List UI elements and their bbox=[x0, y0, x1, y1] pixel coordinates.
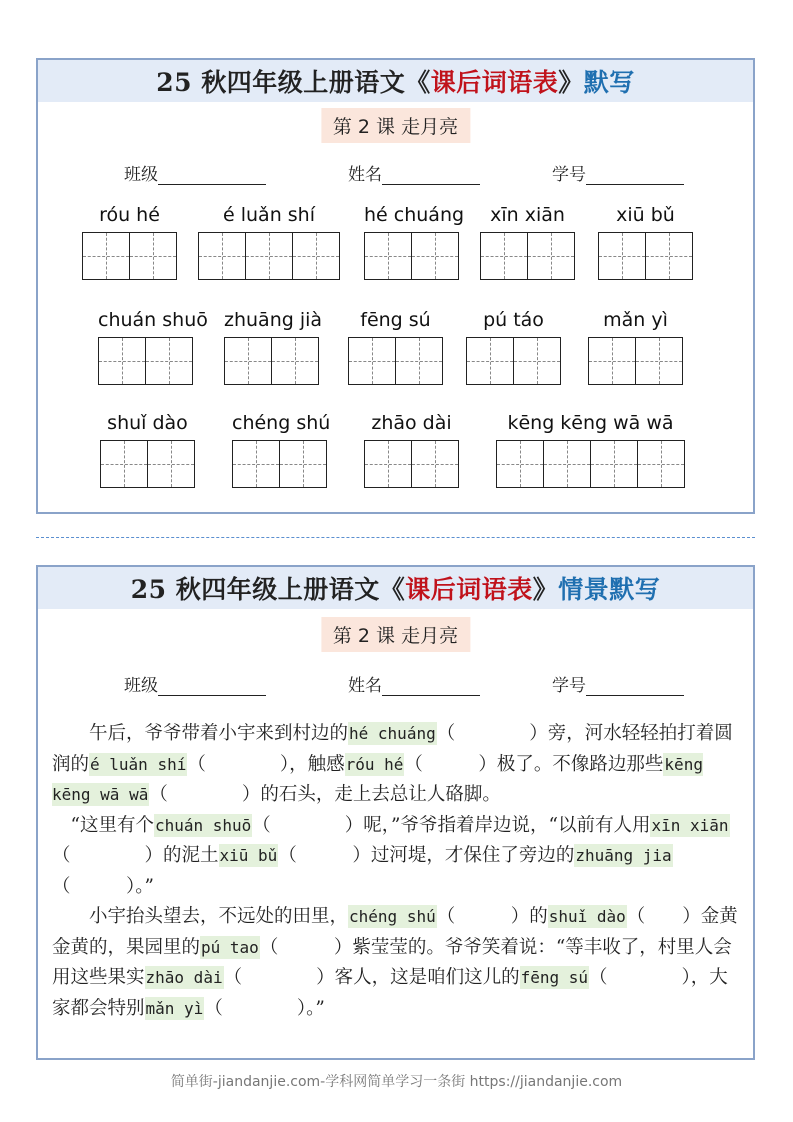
id-label: 学号 bbox=[552, 165, 586, 185]
story-text-run: （ ），触感 bbox=[187, 753, 345, 775]
writing-grid[interactable] bbox=[364, 232, 459, 280]
word-pinyin: fēng sú bbox=[360, 309, 431, 331]
tianzige-cell[interactable] bbox=[635, 337, 683, 385]
writing-grid[interactable] bbox=[82, 232, 177, 280]
tianzige-cell[interactable] bbox=[232, 440, 280, 488]
tianzige-cell[interactable] bbox=[411, 232, 459, 280]
tianzige-cell[interactable] bbox=[364, 232, 412, 280]
context-card bbox=[36, 565, 755, 1060]
story-text-run: （ ）客人，这是咱们这儿的 bbox=[223, 967, 520, 988]
word-pinyin: róu hé bbox=[99, 204, 160, 226]
word-pinyin: xīn xiān bbox=[490, 204, 565, 226]
pinyin-prompt: xīn xiān bbox=[651, 815, 729, 835]
story-text-run: （ ）金黄金黄的，果园里的 bbox=[52, 906, 738, 958]
lesson-label: 第 2 课 走月亮 bbox=[321, 617, 470, 652]
word-pinyin: kēng kēng wā wā bbox=[507, 412, 674, 434]
cut-line bbox=[36, 537, 755, 538]
tianzige-cell[interactable] bbox=[466, 337, 514, 385]
word-pinyin: zhāo dài bbox=[371, 412, 452, 434]
name-line[interactable] bbox=[382, 677, 480, 696]
tianzige-cell[interactable] bbox=[100, 440, 148, 488]
writing-grid[interactable] bbox=[100, 440, 195, 488]
class-label: 班级 bbox=[124, 165, 158, 185]
tianzige-cell[interactable] bbox=[543, 440, 591, 488]
class-label: 班级 bbox=[124, 676, 158, 696]
word-pinyin: é luǎn shí bbox=[223, 204, 315, 226]
story-text-run: （ ）极了。不像路边那些 bbox=[404, 753, 664, 775]
name-line[interactable] bbox=[382, 166, 480, 185]
name-label: 姓名 bbox=[348, 165, 382, 185]
writing-grid[interactable] bbox=[198, 232, 340, 280]
id-line[interactable] bbox=[586, 166, 684, 185]
word-pinyin: mǎn yì bbox=[603, 309, 668, 331]
title-prefix: 25 秋四年级上册语文《 bbox=[130, 575, 406, 604]
tianzige-cell[interactable] bbox=[98, 337, 146, 385]
tianzige-cell[interactable] bbox=[82, 232, 130, 280]
pinyin-prompt: mǎn yì bbox=[145, 998, 204, 1018]
story-text-run: （ ）。” bbox=[52, 875, 154, 897]
title-highlight: 课后词语表 bbox=[405, 575, 533, 604]
pinyin-prompt: zhuāng jia bbox=[575, 846, 672, 865]
writing-grid[interactable] bbox=[480, 232, 575, 280]
tianzige-cell[interactable] bbox=[588, 337, 636, 385]
class-field[interactable] bbox=[124, 160, 266, 185]
tianzige-cell[interactable] bbox=[645, 232, 693, 280]
pinyin-prompt: róu hé bbox=[345, 754, 404, 774]
tianzige-cell[interactable] bbox=[198, 232, 246, 280]
pinyin-prompt: chuán shuō bbox=[154, 815, 252, 835]
writing-grid[interactable] bbox=[364, 440, 459, 488]
story-text bbox=[52, 719, 742, 1024]
name-label: 姓名 bbox=[348, 676, 382, 696]
tianzige-cell[interactable] bbox=[598, 232, 646, 280]
pinyin-prompt: xiū bǔ bbox=[219, 846, 278, 865]
pinyin-prompt: fēng sú bbox=[520, 968, 589, 987]
tianzige-cell[interactable] bbox=[513, 337, 561, 385]
pinyin-prompt: zhāo dài bbox=[145, 968, 223, 987]
story-paragraph bbox=[52, 902, 742, 1024]
word-pinyin: shuǐ dào bbox=[107, 412, 188, 434]
tianzige-cell[interactable] bbox=[395, 337, 443, 385]
pinyin-prompt: é luǎn shí bbox=[90, 754, 187, 774]
story-text-run: （ ）的泥土 bbox=[52, 845, 219, 866]
story-text-run: （ ）的石头，走上去总让人硌脚。 bbox=[149, 784, 501, 805]
tianzige-cell[interactable] bbox=[480, 232, 528, 280]
tianzige-cell[interactable] bbox=[348, 337, 396, 385]
story-text-run: （ ）旁，河水轻轻拍打着圆润的 bbox=[52, 723, 733, 775]
story-text-run: 午后，爷爷带着小宇来到村边的 bbox=[52, 723, 349, 744]
tianzige-cell[interactable] bbox=[364, 440, 412, 488]
story-text-run: （ ）呢，”爷爷指着岸边说，“以前有人用 bbox=[252, 814, 651, 836]
tianzige-cell[interactable] bbox=[129, 232, 177, 280]
title-prefix: 25 秋四年级上册语文《 bbox=[156, 68, 431, 97]
story-paragraph bbox=[52, 719, 742, 811]
story-paragraph bbox=[52, 811, 742, 903]
class-field[interactable] bbox=[124, 671, 266, 696]
pinyin-prompt: hé chuáng bbox=[349, 724, 436, 743]
pinyin-prompt: shuǐ dào bbox=[548, 907, 626, 926]
pinyin-prompt: kēng kēng wā wā bbox=[52, 754, 703, 804]
writing-grid[interactable] bbox=[496, 440, 685, 488]
pinyin-prompt: chéng shú bbox=[349, 907, 436, 926]
id-field[interactable] bbox=[552, 671, 684, 696]
story-text-run: （ ）的 bbox=[436, 906, 548, 927]
id-label: 学号 bbox=[552, 676, 586, 696]
lesson-label: 第 2 课 走月亮 bbox=[321, 108, 470, 143]
class-line[interactable] bbox=[158, 166, 266, 185]
tianzige-cell[interactable] bbox=[147, 440, 195, 488]
tianzige-cell[interactable] bbox=[145, 337, 193, 385]
story-text-run: （ ）紫莹莹的。爷爷笑着说：“等丰收了，村里人会用这些果实 bbox=[52, 936, 732, 988]
story-text-run: （ ）过河堤，才保住了旁边的 bbox=[278, 845, 575, 866]
card-title bbox=[38, 567, 753, 609]
writing-grid[interactable] bbox=[348, 337, 443, 385]
word-pinyin: chéng shú bbox=[232, 412, 331, 434]
tianzige-cell[interactable] bbox=[527, 232, 575, 280]
class-line[interactable] bbox=[158, 677, 266, 696]
card-title bbox=[38, 60, 753, 102]
dictation-card bbox=[36, 58, 755, 514]
id-line[interactable] bbox=[586, 677, 684, 696]
page-footer: 简单街-jiandanjie.com-学科网简单学习一条街 https://jiandanjie.com bbox=[170, 1074, 623, 1090]
pinyin-prompt: pú tao bbox=[201, 937, 259, 957]
word-pinyin: chuán shuō bbox=[98, 309, 208, 331]
title-tail: 默写 bbox=[583, 68, 635, 97]
story-text-run: 小宇抬头望去，不远处的田里， bbox=[52, 906, 349, 927]
name-field[interactable] bbox=[348, 671, 480, 696]
id-field[interactable] bbox=[552, 160, 684, 185]
writing-grid[interactable] bbox=[588, 337, 683, 385]
story-text-run: “这里有个 bbox=[52, 814, 154, 836]
title-bracket: 》 bbox=[558, 68, 584, 97]
tianzige-cell[interactable] bbox=[496, 440, 544, 488]
title-tail: 情景默写 bbox=[558, 575, 661, 604]
tianzige-cell[interactable] bbox=[590, 440, 638, 488]
word-pinyin: zhuāng jià bbox=[224, 309, 323, 331]
writing-grid[interactable] bbox=[224, 337, 319, 385]
tianzige-cell[interactable] bbox=[245, 232, 293, 280]
tianzige-cell[interactable] bbox=[292, 232, 340, 280]
word-pinyin: hé chuáng bbox=[364, 204, 465, 226]
tianzige-cell[interactable] bbox=[411, 440, 459, 488]
story-text-run: （ ）。” bbox=[204, 997, 325, 1019]
tianzige-cell[interactable] bbox=[637, 440, 685, 488]
word-pinyin: xiū bǔ bbox=[616, 204, 675, 226]
writing-grid[interactable] bbox=[232, 440, 327, 488]
word-pinyin: pú táo bbox=[483, 309, 544, 331]
writing-grid[interactable] bbox=[598, 232, 693, 280]
tianzige-cell[interactable] bbox=[279, 440, 327, 488]
title-highlight: 课后词语表 bbox=[430, 68, 559, 97]
tianzige-cell[interactable] bbox=[224, 337, 272, 385]
writing-grid[interactable] bbox=[466, 337, 561, 385]
tianzige-cell[interactable] bbox=[271, 337, 319, 385]
name-field[interactable] bbox=[348, 160, 480, 185]
writing-grid[interactable] bbox=[98, 337, 193, 385]
title-bracket: 》 bbox=[532, 575, 559, 604]
story-text-run: （ ），大家都会特别 bbox=[52, 967, 728, 1019]
